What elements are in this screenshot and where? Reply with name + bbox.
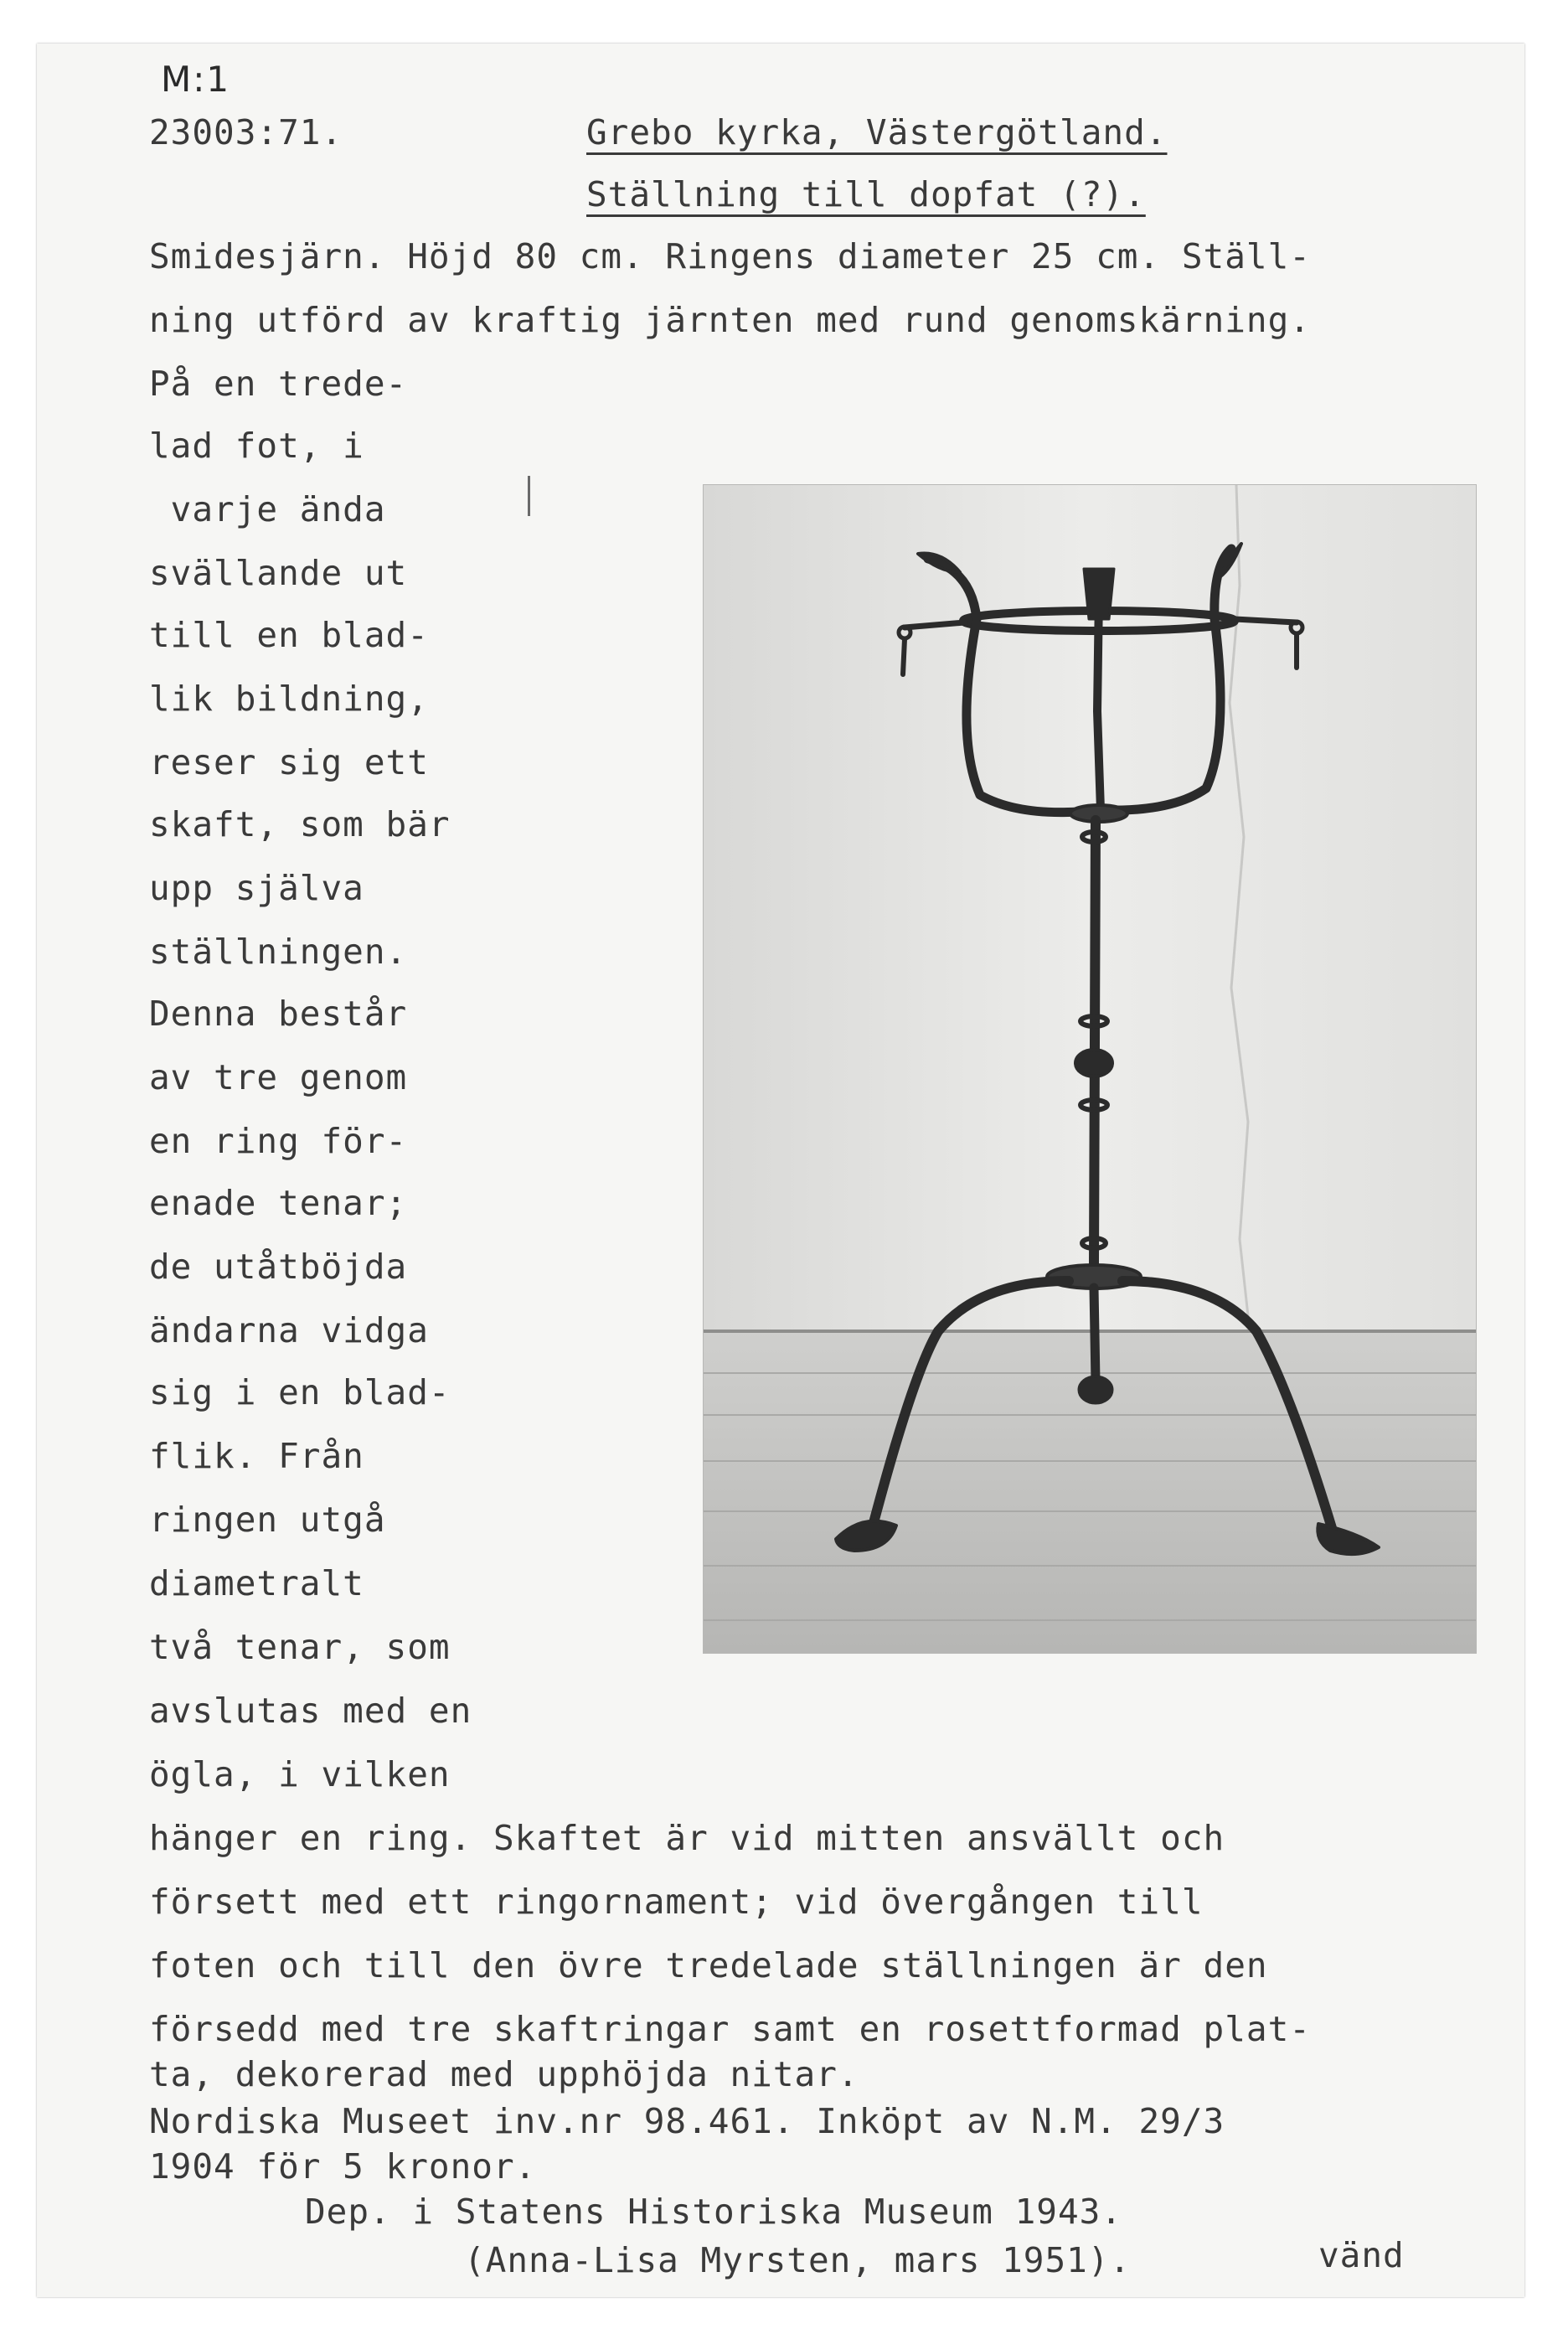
description-line-2: ning utförd av kraftig järnten med rund genomskärning.: [149, 300, 1311, 340]
description-line-20: flik. Från: [149, 1436, 364, 1476]
description-line-25: ögla, i vilken: [149, 1754, 451, 1794]
description-line-28: foten och till den övre tredelade ställningen är den: [149, 1945, 1268, 1985]
description-line-10: skaft, som bär: [149, 804, 451, 844]
provenance-line-1: Nordiska Museet inv.nr 98.461. Inköpt av N.M. 29/3: [149, 2101, 1225, 2141]
description-line-11: upp själva: [149, 868, 364, 908]
description-line-3: På en trede-: [149, 364, 408, 404]
description-line-8: lik bildning,: [149, 679, 429, 719]
description-line-7: till en blad-: [149, 615, 429, 655]
provenance-line-2: 1904 för 5 kronor.: [149, 2146, 537, 2187]
location-heading: Grebo kyrka, Västergötland.: [586, 112, 1168, 152]
description-line-24: avslutas med en: [149, 1691, 472, 1731]
description-line-5: varje ända: [149, 489, 386, 529]
description-line-22: diametralt: [149, 1563, 364, 1603]
description-line-9: reser sig ett: [149, 742, 429, 782]
author-note: (Anna-Lisa Myrsten, mars 1951).: [464, 2240, 1132, 2280]
description-line-4: lad fot, i: [149, 426, 364, 466]
description-line-21: ringen utgå: [149, 1500, 386, 1540]
handwritten-mark: M:1: [161, 59, 231, 100]
description-line-6: svällande ut: [149, 553, 408, 593]
turn-over-note: vänd: [1318, 2235, 1405, 2275]
description-line-17: de utåtböjda: [149, 1247, 408, 1287]
object-photograph: [703, 484, 1477, 1654]
description-line-13: Denna består: [149, 994, 408, 1034]
catalog-number: 23003:71.: [149, 112, 343, 152]
font-stand-photo-image: [704, 485, 1476, 1653]
pencil-tick-mark: [528, 476, 530, 516]
description-line-14: av tre genom: [149, 1057, 408, 1097]
description-line-26: hänger en ring. Skaftet är vid mitten ansvällt och: [149, 1818, 1225, 1858]
description-line-18: ändarna vidga: [149, 1310, 429, 1350]
catalog-card: [37, 44, 1524, 2297]
object-title: Ställning till dopfat (?).: [586, 174, 1146, 214]
description-line-29: försedd med tre skaftringar samt en rosettformad plat-: [149, 2009, 1311, 2049]
description-line-12: ställningen.: [149, 932, 408, 972]
description-line-1: Smidesjärn. Höjd 80 cm. Ringens diameter 25 cm. Ställ-: [149, 236, 1311, 276]
description-line-16: enade tenar;: [149, 1183, 408, 1223]
description-line-27: försett med ett ringornament; vid övergången till: [149, 1882, 1204, 1922]
description-line-19: sig i en blad-: [149, 1372, 451, 1412]
description-line-30: ta, dekorerad med upphöjda nitar.: [149, 2054, 859, 2094]
description-line-23: två tenar, som: [149, 1627, 451, 1667]
description-line-15: en ring för-: [149, 1121, 408, 1161]
deposit-note: Dep. i Statens Historiska Museum 1943.: [305, 2192, 1122, 2232]
